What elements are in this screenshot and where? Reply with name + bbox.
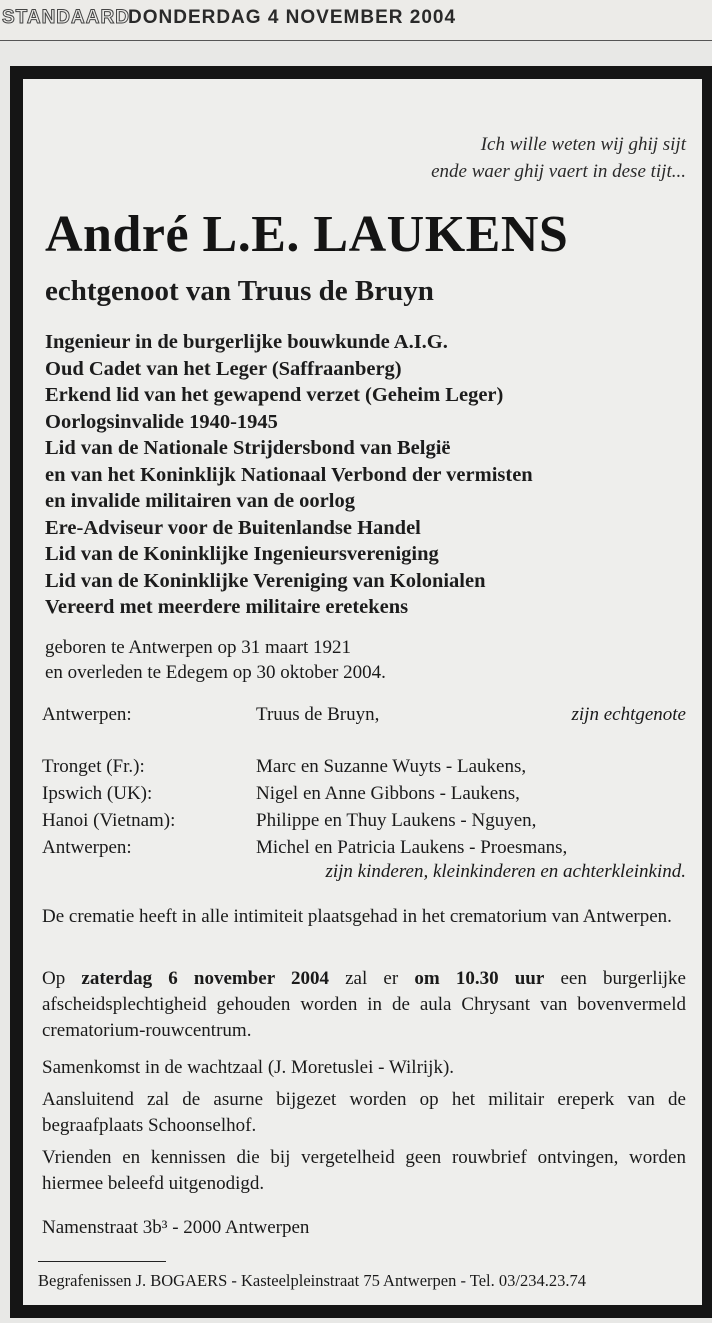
ceremony-pre: Op xyxy=(42,968,66,989)
ceremony-text xyxy=(42,966,686,1044)
children-role: zijn kinderen, kleinkinderen en achterkleinkind. xyxy=(325,861,686,882)
gathering-text: Samenkomst in de wachtzaal (J. Moretuslei - Wilrijk). xyxy=(42,1057,455,1078)
title-item: Lid van de Koninklijke Vereniging van Kolonialen xyxy=(45,569,486,592)
family-person: Marc en Suzanne Wuyts - Laukens, xyxy=(256,756,527,777)
newspaper-masthead xyxy=(0,0,712,41)
family-place: Ipswich (UK): xyxy=(42,783,153,804)
child-row xyxy=(42,780,686,807)
address: Namenstraat 3b³ - 2000 Antwerpen xyxy=(42,1217,310,1238)
cremation-text: De crematie heeft in alle intimiteit plaatsgehad in het crematorium van Antwerpen. xyxy=(42,906,672,927)
title-item: en invalide militairen van de oorlog xyxy=(45,490,355,512)
title-item: Ere-Adviseur voor de Buitenlandse Handel xyxy=(45,516,421,539)
child-row xyxy=(42,807,686,834)
family-person: Philippe en Thuy Laukens - Nguyen, xyxy=(256,810,537,831)
title-item: Oud Cadet van het Leger (Saffraanberg) xyxy=(45,357,402,380)
titles-list xyxy=(45,329,533,621)
masthead-date: DONDERDAG 4 NOVEMBER 2004 xyxy=(128,7,457,28)
urn-text: Aansluitend zal de asurne bijgezet worden op het militair ereperk van de begraafplaats Schoonselhof. xyxy=(42,1089,686,1136)
family-place: Antwerpen: xyxy=(42,837,132,858)
title-item: Ingenieur in de burgerlijke bouwkunde A.I.G. xyxy=(45,331,448,353)
ceremony-mid: zal er xyxy=(345,968,399,989)
ceremony-date: zaterdag 6 november 2004 xyxy=(81,968,329,989)
motto-line: Ich wille weten wij ghij sijt xyxy=(480,134,686,155)
title-item: Oorlogsinvalide 1940-1945 xyxy=(45,410,278,433)
newspaper-name: STANDAARD xyxy=(2,7,130,28)
motto-line: ende waer ghij vaert in dese tijt... xyxy=(431,161,686,182)
family-place: Hanoi (Vietnam): xyxy=(42,810,176,831)
birth-line: geboren te Antwerpen op 31 maart 1921 xyxy=(45,637,352,658)
family-place: Tronget (Fr.): xyxy=(42,756,145,777)
child-row xyxy=(42,834,686,861)
obituary-notice xyxy=(10,66,712,1318)
title-item: en van het Koninklijk Nationaal Verbond der vermisten xyxy=(45,463,533,486)
ceremony-time: om 10.30 uur xyxy=(414,968,545,989)
widow-row xyxy=(42,701,686,728)
deceased-name: André L.E. LAUKENS xyxy=(45,206,569,263)
title-item: Vereerd met meerdere militaire eretekens xyxy=(45,596,409,618)
divider xyxy=(38,1261,166,1262)
family-person: Nigel en Anne Gibbons - Laukens, xyxy=(256,783,520,804)
family-person: Michel en Patricia Laukens - Proesmans, xyxy=(256,837,568,858)
undertaker-info: Begrafenissen J. BOGAERS - Kasteelpleinstraat 75 Antwerpen - Tel. 03/234.23.74 xyxy=(38,1271,586,1290)
death-line: en overleden te Edegem op 30 oktober 2004. xyxy=(45,662,386,683)
family-person: Truus de Bruyn, xyxy=(256,704,380,725)
family-role: zijn echtgenote xyxy=(571,704,686,725)
motto xyxy=(431,131,686,185)
birth-death-info xyxy=(45,635,386,685)
title-item: Lid van de Koninklijke Ingenieursvereniging xyxy=(45,543,439,565)
spouse-line: echtgenoot van Truus de Bruyn xyxy=(45,275,434,307)
invitation-text: Vrienden en kennissen die bij vergetelheid geen rouwbrief ontvingen, worden hiermee beleefd uitgenodigd. xyxy=(42,1147,686,1194)
title-item: Erkend lid van het gewapend verzet (Geheim Leger) xyxy=(45,384,504,406)
title-item: Lid van de Nationale Strijdersbond van België xyxy=(45,437,451,459)
child-row xyxy=(42,753,686,780)
ceremony-post: een burgerlijke afscheidsplechtigheid gehouden worden in de aula Chrysant van bovenvermeld crematorium-rouwcentrum. xyxy=(42,968,686,1041)
family-place: Antwerpen: xyxy=(42,704,132,725)
